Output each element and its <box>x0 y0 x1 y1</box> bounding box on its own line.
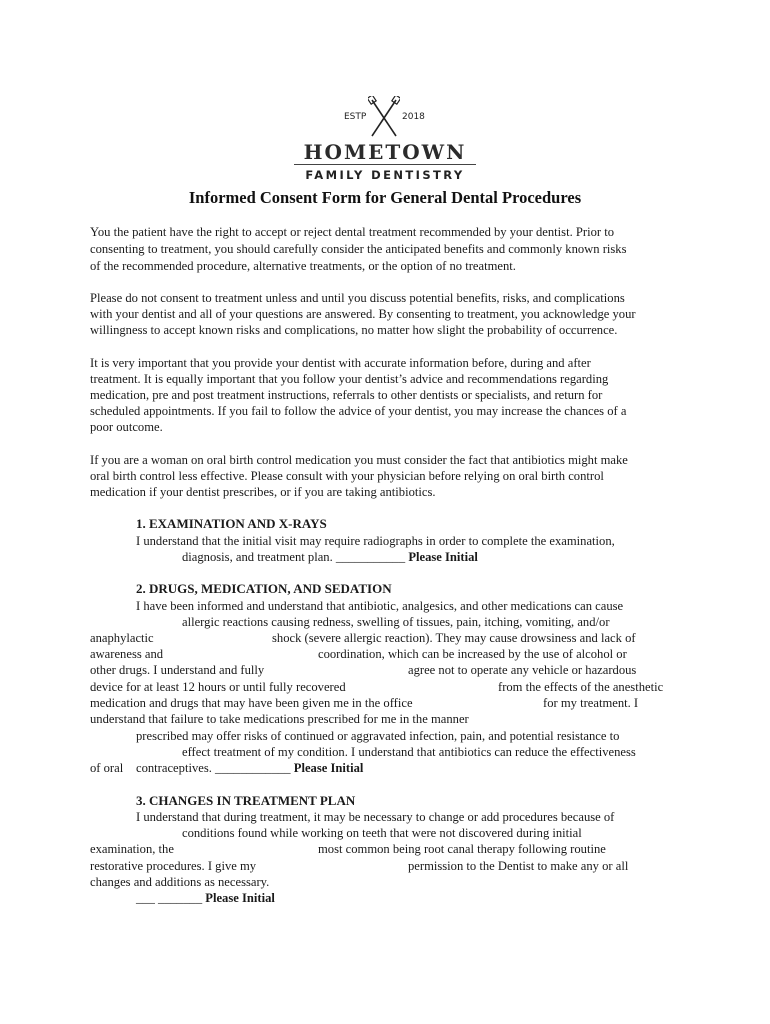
section3-line: changes and additions as necessary. <box>90 875 270 889</box>
intro-p1-line: of the recommended procedure, alternative treatments, or the option of no treatment. <box>90 259 516 273</box>
intro-p2-line: willingness to accept known risks and complications, no matter how slight the probability of occurrence. <box>90 323 618 337</box>
intro-p4-line: If you are a woman on oral birth control medication you must consider the fact that antibiotics might make <box>90 453 628 467</box>
intro-p3-line: It is very important that you provide your dentist with accurate information before, during and after <box>90 356 591 370</box>
section2-line: for my treatment. I <box>543 696 639 710</box>
intro-p1-line: consenting to treatment, you should carefully consider the anticipated benefits and commonly known risks <box>90 242 627 256</box>
please-initial-label: Please Initial <box>205 891 275 905</box>
intro-p3-line: treatment. It is equally important that you follow your dentist’s advice and recommendations regarding <box>90 372 609 386</box>
intro-p4-line: medication if your dentist prescribes, or if you are taking antibiotics. <box>90 485 436 499</box>
intro-p2-line: with your dentist and all of your questions are answered. By consenting to treatment, you acknowledge your <box>90 307 636 321</box>
section-heading-examination: 1. EXAMINATION AND X-RAYS <box>136 516 327 531</box>
section2-line: device for at least 12 hours or until fully recovered <box>90 680 346 694</box>
section2-line: from the effects of the anesthetic <box>498 680 664 694</box>
section2-line: prescribed may offer risks of continued or aggravated infection, pain, and potential resistance to <box>136 729 620 743</box>
intro-p3-line: scheduled appointments. If you fail to follow the advice of your dentist, you may increase the chances of a <box>90 404 627 418</box>
section1-initial-line <box>182 549 478 565</box>
section2-line: I have been informed and understand that antibiotic, analgesics, and other medications can cause <box>136 599 624 613</box>
practice-logo <box>282 94 482 186</box>
section2-line: agree not to operate any vehicle or hazardous <box>408 663 637 677</box>
intro-p3-line: poor outcome. <box>90 420 163 434</box>
section-heading-drugs: 2. DRUGS, MEDICATION, AND SEDATION <box>136 581 392 596</box>
please-initial-label: Please Initial <box>293 761 364 775</box>
section3-line: permission to the Dentist to make any or all <box>408 859 629 873</box>
section2-line: of oral <box>90 761 124 775</box>
intro-p3-line: medication, pre and post treatment instructions, referrals to other dentists or specialists, and return for <box>90 388 603 402</box>
section3-line: examination, the <box>90 842 174 856</box>
section3-initial-line <box>136 890 275 906</box>
section1-line: diagnosis, and treatment plan. ___________ <box>182 550 409 564</box>
document-title: Informed Consent Form for General Dental Procedures <box>188 188 582 207</box>
section1-line: I understand that the initial visit may require radiographs in order to complete the examination, <box>136 534 615 548</box>
section2-line: allergic reactions causing redness, swelling of tissues, pain, itching, vomiting, and/or <box>182 615 610 629</box>
section3-line: conditions found while working on teeth that were not discovered during initial <box>182 826 582 840</box>
section3-line: I understand that during treatment, it may be necessary to change or add procedures because of <box>136 810 615 824</box>
section2-line: effect treatment of my condition. I understand that antibiotics can reduce the effectiveness <box>182 745 636 759</box>
section2-line: medication and drugs that may have been given me in the office <box>90 696 413 710</box>
section2-line: awareness and <box>90 647 164 661</box>
section2-initial-line <box>136 760 363 776</box>
section3-line: ___ _______ <box>136 891 206 905</box>
logo-subtitle: FAMILY DENTISTRY <box>305 168 465 182</box>
intro-p4-line: oral birth control less effective. Please consult with your physician before relying on oral birth control <box>90 469 604 483</box>
please-initial-label: Please Initial <box>408 550 478 564</box>
logo-brand-name: HOMETOWN <box>303 140 467 164</box>
section2-line: other drugs. I understand and fully <box>90 663 265 677</box>
logo-divider <box>294 164 476 165</box>
intro-p2-line: Please do not consent to treatment unless and until you discuss potential benefits, risks, and complications <box>90 291 625 305</box>
intro-p1-line: You the patient have the right to accept or reject dental treatment recommended by your dentist. Prior to <box>90 225 614 239</box>
section2-line: contraceptives. ____________ <box>136 761 294 775</box>
logo-estp-text: ESTP <box>344 112 367 122</box>
crossed-toothbrushes-icon <box>368 96 400 140</box>
section2-line: shock (severe allergic reaction). They may cause drowsiness and lack of <box>272 631 636 645</box>
section2-line: anaphylactic <box>90 631 154 645</box>
logo-year-text: 2018 <box>402 112 425 122</box>
section-heading-changes: 3. CHANGES IN TREATMENT PLAN <box>136 793 356 808</box>
section3-line: most common being root canal therapy following routine <box>318 842 606 856</box>
section2-line: understand that failure to take medications prescribed for me in the manner <box>90 712 469 726</box>
section2-line: coordination, which can be increased by the use of alcohol or <box>318 647 627 661</box>
section3-line: restorative procedures. I give my <box>90 859 257 873</box>
